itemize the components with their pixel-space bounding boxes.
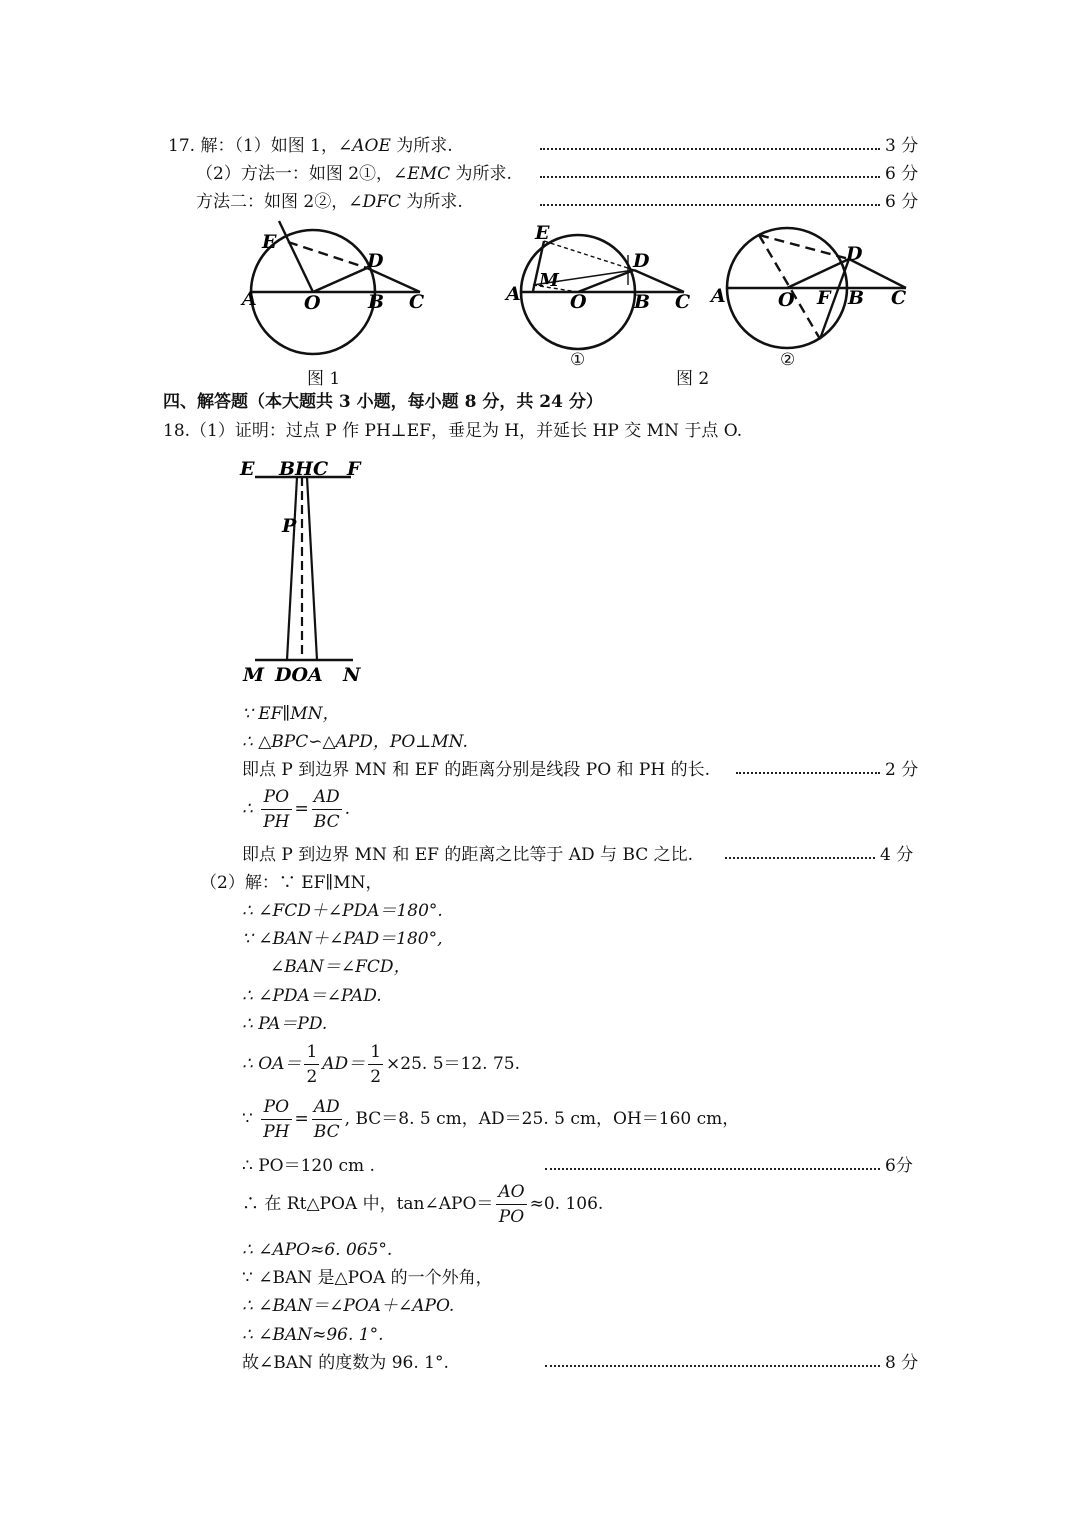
fig2a-caption: ① [570,350,586,370]
q18-label-n: N [343,664,361,686]
fig1-label-e: E [262,231,277,253]
section-heading: 四、解答题（本大题共 3 小题，每小题 8 分，共 24 分） [163,392,603,412]
q18-p1-step4 [242,785,350,834]
denominator: 2 [370,1067,382,1087]
fig2b-caption: ② [780,350,796,370]
equals: = [294,1109,309,1129]
fig2a-label-b: B [634,291,651,313]
numerator: AO [496,1180,526,1205]
q18-p2-step10-post: ≈0. 106. [529,1194,604,1214]
q18-p2-step14: ∴ ∠BAN≈96. 1°. [242,1325,384,1345]
q17-line1-tail: 为所求. [390,136,453,156]
q18-label-f: F [347,458,361,480]
score-leader [545,1168,880,1170]
q18-p2-step13: ∴ ∠BAN＝∠POA＋∠APO. [242,1296,455,1316]
fig2b-label-o: O [778,289,795,311]
q18-p2-step2: ∴ ∠FCD＋∠PDA＝180°. [242,901,443,921]
fig2b-label-f: F [817,287,831,309]
q18-label-e: E [240,458,255,480]
q17-line2-tail: 为所求. [450,164,512,184]
numerator: AD [312,785,342,810]
q18-p2-step12: ∵ ∠BAN 是△POA 的一个外角， [242,1268,493,1288]
fraction [261,1095,291,1144]
fig2a-line-od [578,270,634,292]
score-leader [540,148,880,150]
q17-line2-text: （2）方法一：如图 2①， [196,164,394,184]
q18-label-m: M [243,664,265,686]
fraction [312,1095,342,1144]
fraction [496,1180,526,1229]
q18-p1-step3: 即点 P 到边界 MN 和 EF 的距离分别是线段 PO 和 PH 的长. [242,760,711,780]
q18-p2-step1: （2）解：∵ EF∥MN， [200,873,383,893]
fig2b-label-c: C [891,287,907,309]
fig2-caption: 图 2 [676,369,710,389]
q17-line3-angle: ∠DFC [348,192,401,212]
q18-p1-step2: ∴ △BPC∽△APD，PO⊥MN. [242,732,468,752]
q18-p2-step10 [242,1180,603,1229]
fig1-label-d: D [367,250,384,272]
q18-p2-step7-pre: ∴ OA＝ [242,1054,302,1074]
q17-line1-angle: ∠AOE [337,136,391,156]
q18-label-p: P [282,515,297,537]
q17-line3-text: 方法二：如图 2②， [196,192,349,212]
numerator: 1 [368,1040,383,1065]
q18-p1-step4-pre: ∴ [242,799,253,819]
fig1-label-o: O [304,292,321,314]
q18-p2-step5: ∴ ∠PDA＝∠PAD. [242,986,382,1006]
score-leader [545,1365,880,1367]
figure-2b [708,215,918,360]
fig1-line-od [313,268,367,292]
q17-line3-tail: 为所求. [400,192,463,212]
fig2a-label-d: D [633,250,650,272]
figure-2a [500,215,700,360]
fig1-caption: 图 1 [307,369,341,389]
numerator: PO [261,785,291,810]
score-leader [725,857,875,859]
fraction [312,785,342,834]
q18-line-bd [287,477,297,660]
denominator: PH [263,1122,290,1142]
fig2a-label-o: O [570,291,587,313]
equals: = [294,799,309,819]
score-leader [540,176,880,178]
fraction [304,1040,319,1089]
q18-p1-step1: ∵ EF∥MN， [242,704,340,724]
numerator: AD [312,1095,342,1120]
q17-line1 [168,135,453,157]
q17-line2 [196,163,512,185]
denominator: 2 [306,1067,318,1087]
q18-p2-step11: ∴ ∠APO≈6. 065°. [242,1240,393,1260]
q18-intro: 18.（1）证明：过点 P 作 PH⊥EF，垂足为 H，并延长 HP 交 MN 于点 O. [163,421,743,441]
q18-p2-step4: ∠BAN＝∠FCD， [270,957,411,977]
q18-p2-step9: ∴ PO＝120 cm . [242,1156,375,1176]
q18-p1-score-2: 2 分 [885,760,919,780]
fraction [261,785,291,834]
denominator: BC [313,1122,340,1142]
q18-figure [235,452,375,692]
q17-line3 [196,191,463,213]
period: . [344,799,351,819]
fig2a-line-dc [634,270,684,292]
fig2a-label-c: C [675,291,691,313]
q18-p2-step10-pre: ∴ 在 Rt△POA 中，tan∠APO＝ [242,1194,494,1214]
denominator: BC [313,812,340,832]
q17-score-3: 6 分 [885,192,919,212]
figure-1 [230,215,440,360]
q17-line1-num: 17. 解：（1）如图 1， [168,136,338,156]
fig2b-label-b: B [848,287,865,309]
fraction [368,1040,383,1089]
q18-p2-step7-mid: AD＝ [322,1054,366,1074]
denominator: PH [263,812,290,832]
numerator: PO [261,1095,291,1120]
q18-p2-step3: ∵ ∠BAN＋∠PAD＝180°, [242,929,443,949]
q18-label-bhc: BHC [279,458,329,480]
fig1-label-a: A [242,288,257,310]
q18-p2-score-6: 6分 [885,1156,913,1176]
q17-score-1: 3 分 [885,136,919,156]
q18-p1-step5: 即点 P 到边界 MN 和 EF 的距离之比等于 AD 与 BC 之比. [242,845,694,865]
q17-score-2: 6 分 [885,164,919,184]
q18-p1-score-4: 4 分 [880,845,914,865]
q18-p2-step8 [242,1095,739,1144]
fig2b-label-a: A [711,285,726,307]
q18-p2-step8-post: , BC＝8. 5 cm，AD＝25. 5 cm，OH＝160 cm， [344,1109,740,1129]
fig2a-label-e: E [535,222,550,244]
score-leader [736,772,880,774]
fig2a-label-m: M [539,270,559,291]
fig2b-label-d: D [846,243,863,265]
fig2a-label-a: A [506,283,521,305]
q18-p2-step6: ∴ PA＝PD. [242,1014,328,1034]
q18-p2-step8-pre: ∵ [242,1109,253,1129]
q18-p2-step7 [242,1040,520,1089]
fig1-label-c: C [409,291,425,313]
q18-p2-step7-post: ×25. 5＝12. 75. [386,1054,520,1074]
q18-label-doa: DOA [275,664,323,686]
q18-p2-step15: 故∠BAN 的度数为 96. 1°. [242,1353,449,1373]
score-leader [540,204,880,206]
q17-line2-angle: ∠EMC [393,164,451,184]
fig2b-dashed-top [759,235,849,259]
denominator: PO [498,1207,525,1227]
fig1-label-b: B [368,291,385,313]
q18-p2-score-8: 8 分 [885,1353,919,1373]
numerator: 1 [304,1040,319,1065]
q18-line-ca [307,477,317,660]
